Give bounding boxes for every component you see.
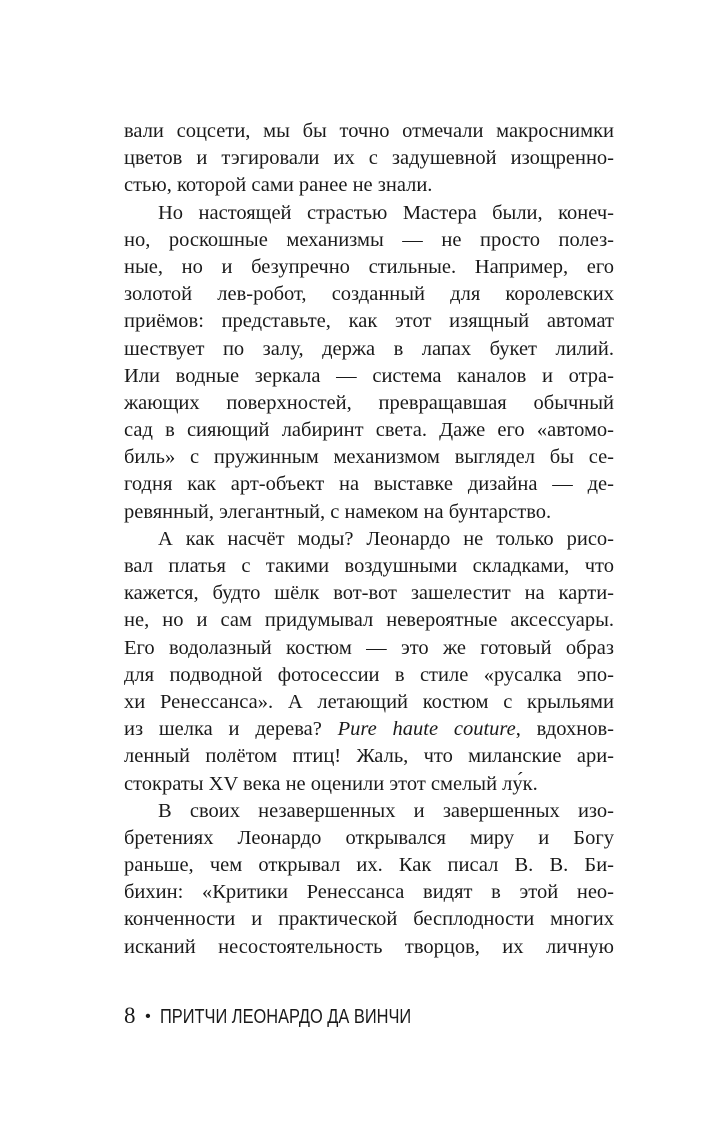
text-line: приёмов: представьте, как этот изящный автомат (124, 310, 614, 333)
text-line: бретениях Леонардо открывался миру и Богу (124, 826, 614, 849)
text-line: но, роскошные механизмы — не просто полез- (124, 228, 614, 251)
text-line: сад в сияющий лабиринт света. Даже его «автомо- (124, 419, 614, 442)
text-line: раньше, чем открывал их. Как писал В. В. Би- (124, 854, 614, 877)
text-line: стократы XV века не оценили этот смелый лу́к. (124, 772, 538, 795)
text-line: не, но и сам придумывал невероятные аксессуары. (124, 609, 614, 632)
text-line: жающих поверхностей, превращавшая обычный (124, 391, 614, 414)
text-line: Его водолазный костюм — это же готовый образ (124, 636, 614, 659)
page-body (124, 118, 614, 961)
text-line: золотой лев-робот, созданный для королевских (124, 283, 614, 306)
book-title: ПРИТЧИ ЛЕОНАРДО ДА ВИНЧИ (160, 1006, 412, 1028)
footer-separator-icon: • (145, 1008, 151, 1025)
text-line: для подводной фотосессии в стиле «русалка эпо- (124, 663, 614, 686)
text-line: кажется, будто шёлк вот-вот зашелестит на карти- (124, 582, 614, 605)
text-line: В своих незавершенных и завершенных изо- (158, 799, 614, 822)
text-line: Или водные зеркала — система каналов и отра- (124, 364, 614, 387)
text-line: годня как арт-объект на выставке дизайна — де- (124, 473, 614, 496)
text-line: стью, которой сами ранее не знали. (124, 174, 433, 197)
text-line: ленный полётом птиц! Жаль, что миланские ари- (124, 745, 614, 768)
text-line: ревянный, элегантный, с намеком на бунтарство. (124, 500, 552, 523)
text-line: конченности и практической бесплодности многих (124, 908, 614, 931)
italic-phrase: Pure haute couture (337, 718, 516, 741)
text-line: цветов и тэгировали их с задушевной изощренно- (124, 147, 614, 170)
text-line: вали соцсети, мы бы точно отмечали макроснимки (124, 120, 614, 142)
page-number: 8 (124, 1003, 136, 1028)
text-line: биль» с пружинным механизмом выглядел бы се- (124, 446, 614, 469)
text-line: А как насчёт моды? Леонардо не только рисо- (158, 527, 614, 550)
running-footer (124, 1003, 467, 1029)
text-line: хи Ренессанса». А летающий костюм с крыльями (124, 690, 614, 713)
text-line: бихин: «Критики Ренессанса видят в этой нео- (124, 881, 614, 904)
text-line: исканий несостоятельность творцов, их личную (124, 935, 614, 958)
text-line: вал платья с такими воздушными складками, что (124, 555, 614, 577)
text-line (124, 716, 614, 743)
text-line: ные, но и безупречно стильные. Например, его (124, 255, 614, 278)
text-line: Но настоящей страстью Мастера были, конеч- (158, 201, 614, 224)
text-line: шествует по залу, держа в лапах букет лилий. (124, 337, 614, 360)
text-segment: , вдохнов- (515, 718, 614, 741)
text-segment: из шелка и дерева? (124, 718, 338, 741)
